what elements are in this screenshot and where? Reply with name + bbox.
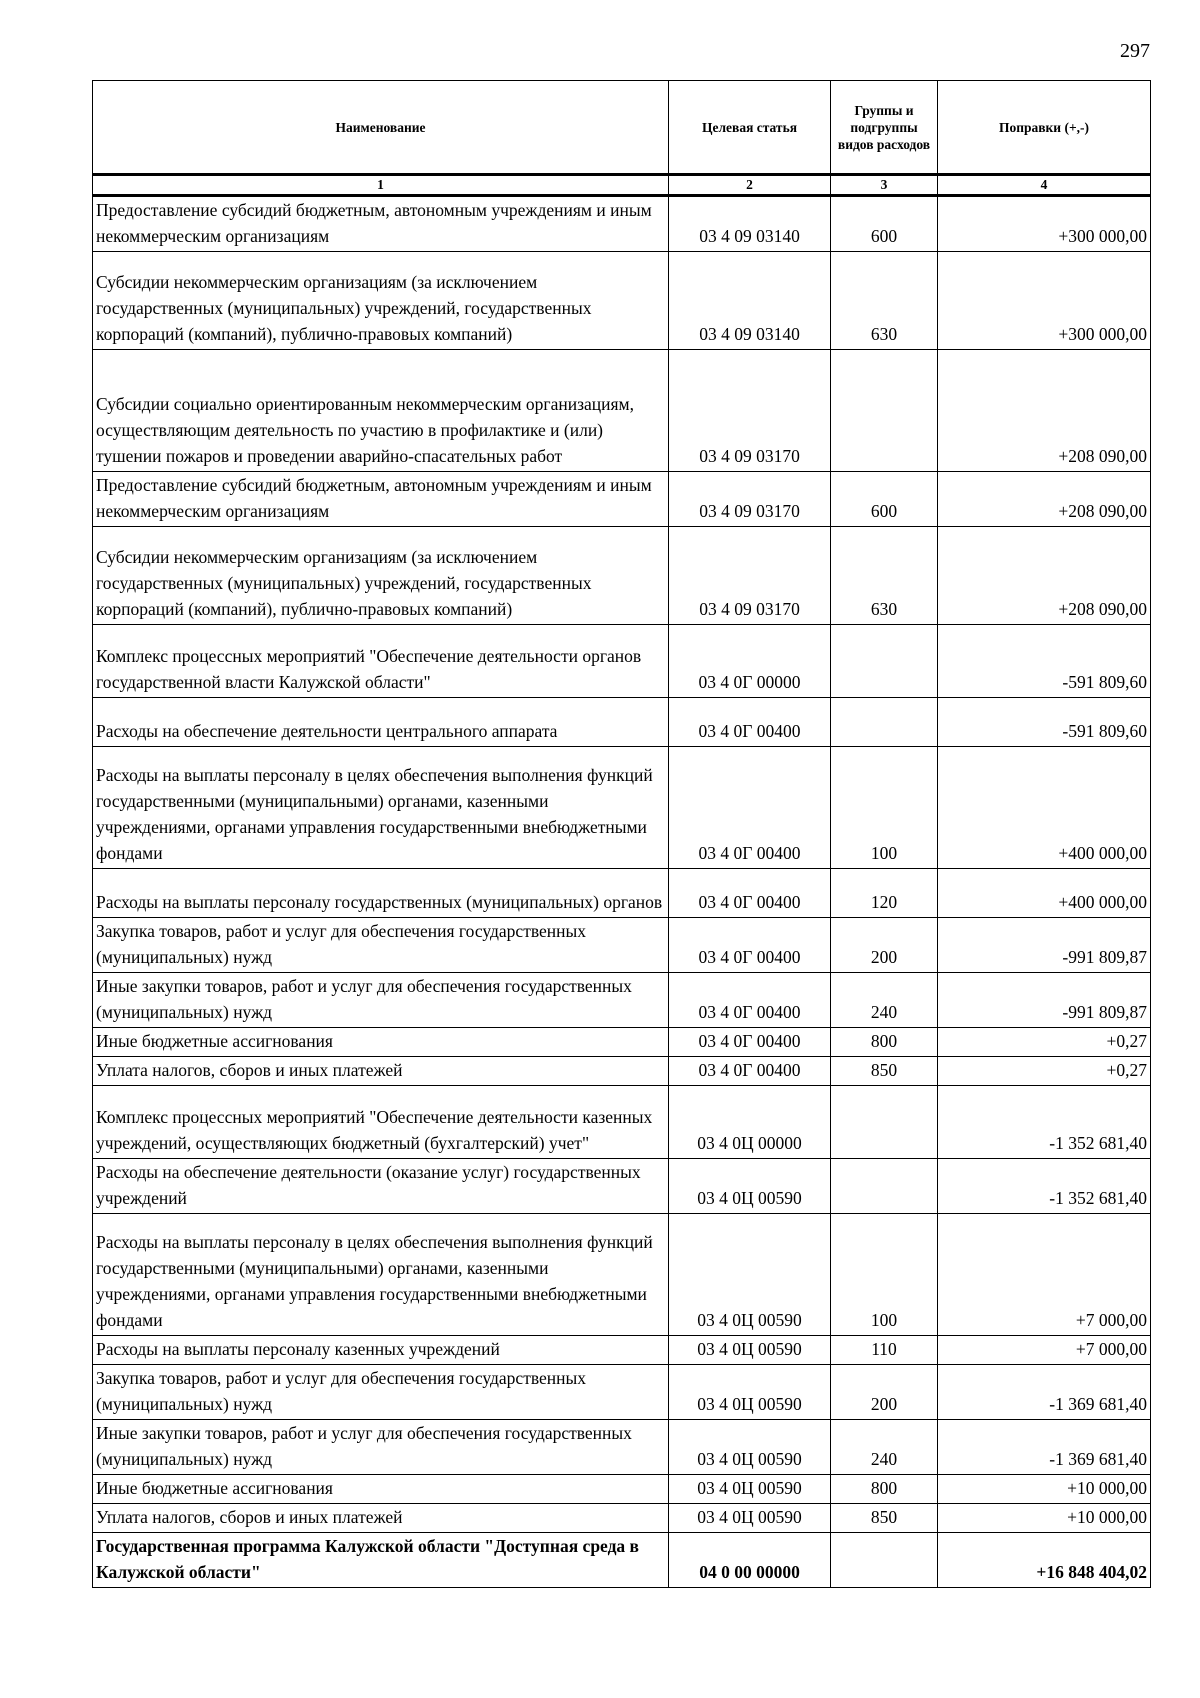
row-name: Расходы на выплаты персоналу государственных (муниципальных) органов: [93, 869, 669, 918]
row-expense-group: 630: [831, 252, 938, 350]
row-amendment-amount: +10 000,00: [938, 1475, 1151, 1504]
row-name: Предоставление субсидий бюджетным, автономным учреждениям и иным некоммерческим организациям: [93, 472, 669, 527]
table-row: [93, 1336, 1151, 1365]
row-amendment-amount: +400 000,00: [938, 747, 1151, 869]
row-name: Уплата налогов, сборов и иных платежей: [93, 1504, 669, 1533]
row-name: Комплекс процессных мероприятий "Обеспечение деятельности казенных учреждений, осуществляющих бюджетный (бухгалтерский) учет": [93, 1086, 669, 1159]
row-amendment-amount: -991 809,87: [938, 973, 1151, 1028]
row-target-article: 03 4 0Г 00400: [669, 1057, 831, 1086]
table-row: [93, 625, 1151, 698]
table-row: [93, 1214, 1151, 1336]
row-expense-group: [831, 350, 938, 472]
row-amendment-amount: +208 090,00: [938, 527, 1151, 625]
table-row: [93, 350, 1151, 472]
row-target-article: 03 4 0Ц 00590: [669, 1504, 831, 1533]
row-name: Уплата налогов, сборов и иных платежей: [93, 1057, 669, 1086]
row-amendment-amount: +0,27: [938, 1057, 1151, 1086]
table-header: [93, 81, 1151, 196]
table-row: [93, 1533, 1151, 1588]
row-target-article: 03 4 0Ц 00590: [669, 1365, 831, 1420]
row-expense-group: 120: [831, 869, 938, 918]
table-row: [93, 698, 1151, 747]
row-expense-group: [831, 1533, 938, 1588]
row-amendment-amount: -591 809,60: [938, 698, 1151, 747]
row-target-article: 03 4 0Г 00400: [669, 973, 831, 1028]
column-number: 1: [93, 175, 669, 196]
budget-amendments-table: [92, 80, 1151, 1588]
row-name: Расходы на обеспечение деятельности (оказание услуг) государственных учреждений: [93, 1159, 669, 1214]
row-expense-group: [831, 698, 938, 747]
row-expense-group: 600: [831, 196, 938, 252]
table-row: [93, 973, 1151, 1028]
table-row: [93, 918, 1151, 973]
row-amendment-amount: +7 000,00: [938, 1214, 1151, 1336]
row-name: Расходы на выплаты персоналу казенных учреждений: [93, 1336, 669, 1365]
row-amendment-amount: -1 369 681,40: [938, 1420, 1151, 1475]
row-amendment-amount: +208 090,00: [938, 350, 1151, 472]
row-name: Предоставление субсидий бюджетным, автономным учреждениям и иным некоммерческим организациям: [93, 196, 669, 252]
table-row: [93, 869, 1151, 918]
row-expense-group: 100: [831, 1214, 938, 1336]
column-number: 3: [831, 175, 938, 196]
row-name: Субсидии некоммерческим организациям (за исключением государственных (муниципальных) учреждений, государственных корпораций (компаний), публично-правовых компаний): [93, 252, 669, 350]
row-expense-group: 630: [831, 527, 938, 625]
table-row: [93, 747, 1151, 869]
row-name: Иные закупки товаров, работ и услуг для обеспечения государственных (муниципальных) нужд: [93, 973, 669, 1028]
row-name: Расходы на выплаты персоналу в целях обеспечения выполнения функций государственными (муниципальными) органами, казенными учреждениями, органами управления государственными внебюджетными фондами: [93, 747, 669, 869]
table-row: [93, 1086, 1151, 1159]
row-expense-group: 850: [831, 1504, 938, 1533]
row-target-article: 03 4 09 03170: [669, 350, 831, 472]
row-expense-group: [831, 1086, 938, 1159]
row-name: Иные бюджетные ассигнования: [93, 1475, 669, 1504]
row-amendment-amount: +400 000,00: [938, 869, 1151, 918]
row-expense-group: [831, 625, 938, 698]
row-target-article: 03 4 0Ц 00590: [669, 1336, 831, 1365]
row-target-article: 03 4 0Ц 00590: [669, 1420, 831, 1475]
table-row: [93, 527, 1151, 625]
row-amendment-amount: +300 000,00: [938, 196, 1151, 252]
row-amendment-amount: +300 000,00: [938, 252, 1151, 350]
row-amendment-amount: +16 848 404,02: [938, 1533, 1151, 1588]
row-target-article: 03 4 09 03140: [669, 252, 831, 350]
header-expense-groups: Группы и подгруппы видов расходов: [831, 81, 938, 175]
row-target-article: 03 4 0Г 00400: [669, 747, 831, 869]
row-amendment-amount: -1 369 681,40: [938, 1365, 1151, 1420]
header-name: Наименование: [93, 81, 669, 175]
row-amendment-amount: -1 352 681,40: [938, 1159, 1151, 1214]
row-target-article: 04 0 00 00000: [669, 1533, 831, 1588]
row-expense-group: 110: [831, 1336, 938, 1365]
column-number: 2: [669, 175, 831, 196]
row-expense-group: 800: [831, 1475, 938, 1504]
row-target-article: 03 4 0Ц 00590: [669, 1159, 831, 1214]
row-name: Государственная программа Калужской области "Доступная среда в Калужской области": [93, 1533, 669, 1588]
row-expense-group: 240: [831, 1420, 938, 1475]
column-number: 4: [938, 175, 1151, 196]
row-target-article: 03 4 09 03140: [669, 196, 831, 252]
table-body: [93, 196, 1151, 1588]
row-expense-group: [831, 1159, 938, 1214]
row-expense-group: 600: [831, 472, 938, 527]
row-name: Расходы на выплаты персоналу в целях обеспечения выполнения функций государственными (муниципальными) органами, казенными учреждениями, органами управления государственными внебюджетными фондами: [93, 1214, 669, 1336]
row-name: Иные закупки товаров, работ и услуг для обеспечения государственных (муниципальных) нужд: [93, 1420, 669, 1475]
row-target-article: 03 4 0Ц 00590: [669, 1214, 831, 1336]
header-amendments: Поправки (+,-): [938, 81, 1151, 175]
row-name: Комплекс процессных мероприятий "Обеспечение деятельности органов государственной власти Калужской области": [93, 625, 669, 698]
table-row: [93, 1365, 1151, 1420]
row-expense-group: 100: [831, 747, 938, 869]
row-target-article: 03 4 0Г 00400: [669, 918, 831, 973]
row-amendment-amount: +0,27: [938, 1028, 1151, 1057]
row-name: Субсидии социально ориентированным некоммерческим организациям, осуществляющим деятельность по участию в профилактике и (или) тушении пожаров и проведении аварийно-спасательных работ: [93, 350, 669, 472]
row-target-article: 03 4 0Г 00400: [669, 698, 831, 747]
row-amendment-amount: -991 809,87: [938, 918, 1151, 973]
table-row: [93, 196, 1151, 252]
table-row: [93, 1420, 1151, 1475]
table-row: [93, 472, 1151, 527]
row-name: Закупка товаров, работ и услуг для обеспечения государственных (муниципальных) нужд: [93, 1365, 669, 1420]
row-name: Закупка товаров, работ и услуг для обеспечения государственных (муниципальных) нужд: [93, 918, 669, 973]
table-row: [93, 1159, 1151, 1214]
row-amendment-amount: -1 352 681,40: [938, 1086, 1151, 1159]
row-expense-group: 850: [831, 1057, 938, 1086]
row-target-article: 03 4 0Г 00000: [669, 625, 831, 698]
table-row: [93, 1475, 1151, 1504]
row-expense-group: 800: [831, 1028, 938, 1057]
row-amendment-amount: +208 090,00: [938, 472, 1151, 527]
row-name: Иные бюджетные ассигнования: [93, 1028, 669, 1057]
row-target-article: 03 4 09 03170: [669, 527, 831, 625]
row-amendment-amount: +7 000,00: [938, 1336, 1151, 1365]
header-target-article: Целевая статья: [669, 81, 831, 175]
row-amendment-amount: +10 000,00: [938, 1504, 1151, 1533]
row-target-article: 03 4 0Ц 00590: [669, 1475, 831, 1504]
row-expense-group: 200: [831, 918, 938, 973]
row-target-article: 03 4 09 03170: [669, 472, 831, 527]
row-target-article: 03 4 0Ц 00000: [669, 1086, 831, 1159]
row-name: Расходы на обеспечение деятельности центрального аппарата: [93, 698, 669, 747]
table-row: [93, 1504, 1151, 1533]
table-row: [93, 252, 1151, 350]
row-name: Субсидии некоммерческим организациям (за исключением государственных (муниципальных) учреждений, государственных корпораций (компаний), публично-правовых компаний): [93, 527, 669, 625]
row-target-article: 03 4 0Г 00400: [669, 869, 831, 918]
row-target-article: 03 4 0Г 00400: [669, 1028, 831, 1057]
row-expense-group: 200: [831, 1365, 938, 1420]
page-number: 297: [1120, 40, 1150, 62]
row-amendment-amount: -591 809,60: [938, 625, 1151, 698]
row-expense-group: 240: [831, 973, 938, 1028]
table-row: [93, 1057, 1151, 1086]
table-row: [93, 1028, 1151, 1057]
